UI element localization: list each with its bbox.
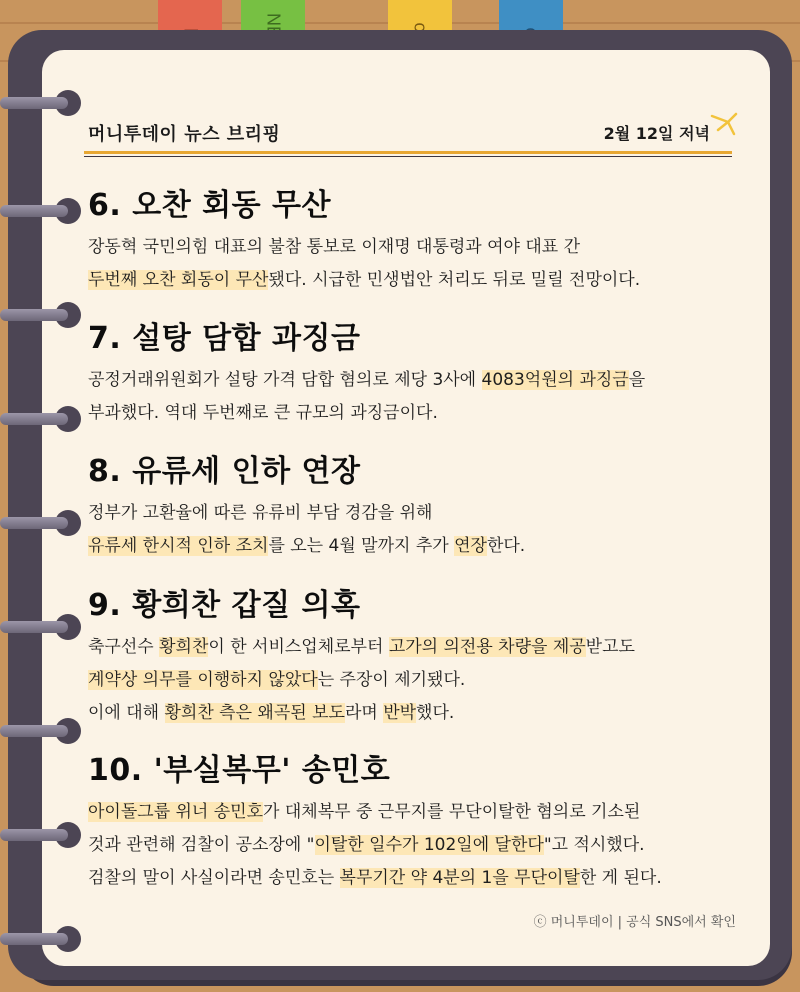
binder-ring [0,820,80,850]
news-item-line [88,632,635,657]
text-segment: 가 대체복무 중 근무지를 무단이탈한 혐의로 기소된 [263,802,641,822]
highlighted-text: 4083억원의 과징금 [481,370,629,390]
news-item-line [88,698,454,723]
news-item-title: 8. 유류세 인하 연장 [88,454,361,489]
page-title: 머니투데이 뉴스 브리핑 [88,124,281,145]
text-segment: 라며 [344,703,384,723]
news-item-title: 7. 설탕 담합 과징금 [88,321,361,356]
text-segment: 공정거래위원회가 설탕 가격 담합 혐의로 제당 3사에 [88,370,482,390]
header-divider [84,151,732,154]
star-doodle-icon [708,110,740,140]
binder-ring [0,612,80,642]
news-item-line [88,398,438,423]
highlighted-text: 고가의 의전용 차량을 제공 [388,637,586,657]
binder-ring [0,196,80,226]
news-item-line [88,531,525,556]
text-segment: 것과 관련해 검찰이 공소장에 " [88,835,315,855]
news-item-line [88,365,645,390]
copyright-footer: ⓒ 머니투데이 | 공식 SNS에서 확인 [533,915,736,930]
highlighted-text: 연장 [454,536,487,556]
news-item-title: 10. '부실복무' 송민호 [88,753,391,788]
text-segment: 됐다. 시급한 민생법안 처리도 뒤로 밀릴 전망이다. [268,270,641,290]
news-item-title: 6. 오찬 회동 무산 [88,188,331,223]
highlighted-text: 유류세 한시적 인하 조치 [88,536,269,556]
text-segment: 이에 대해 [88,703,165,723]
text-segment: 는 주장이 제기됐다. [317,670,466,690]
highlighted-text: 두번째 오찬 회동이 무산 [88,270,269,290]
text-segment: 를 오는 4월 말까지 추가 [268,536,455,556]
text-segment: 정부가 고환율에 따른 유류비 부담 경감을 위해 [88,503,433,523]
news-item-title: 9. 황희찬 갑질 의혹 [88,588,361,623]
highlighted-text: 복무기간 약 4분의 1을 무단이탈 [339,868,580,888]
text-segment: 장동혁 국민의힘 대표의 불참 통보로 이재명 대통령과 여야 대표 간 [88,237,581,257]
header-divider-thin [84,156,732,157]
text-segment: 검찰의 말이 사실이라면 송민호는 [88,868,340,888]
text-segment: 부과했다. 역대 두번째로 큰 규모의 과징금이다. [88,403,438,423]
text-segment: 이 한 서비스업체로부터 [208,637,389,657]
text-segment: 한다. [486,536,526,556]
binder-ring [0,716,80,746]
text-segment: 축구선수 [88,637,160,657]
binder-ring [0,88,80,118]
highlighted-text: 이탈한 일수가 102일에 달한다 [314,835,544,855]
highlighted-text: 반박 [383,703,417,723]
news-item-line [88,863,662,888]
binder-ring [0,924,80,954]
highlighted-text: 아이돌그룹 위너 송민호 [88,802,264,822]
briefing-date: 2월 12일 저녁 [603,124,710,143]
highlighted-text: 황희찬 [159,637,209,657]
binder-ring [0,300,80,330]
news-item-line [88,665,465,690]
binder-ring [0,508,80,538]
news-item-line [88,265,640,290]
text-segment: 한 게 된다. [579,868,662,888]
highlighted-text: 계약상 의무를 이행하지 않았다 [88,670,318,690]
text-segment: 받고도 [585,637,635,657]
text-segment: 했다. [416,703,455,723]
text-segment: "고 적시했다. [543,835,645,855]
news-item-line [88,797,640,822]
binder-ring [0,404,80,434]
text-segment: 을 [628,370,646,390]
news-item-line [88,498,432,523]
news-item-line [88,232,580,257]
news-item-line [88,830,645,855]
highlighted-text: 황희찬 측은 왜곡된 보도 [164,703,345,723]
